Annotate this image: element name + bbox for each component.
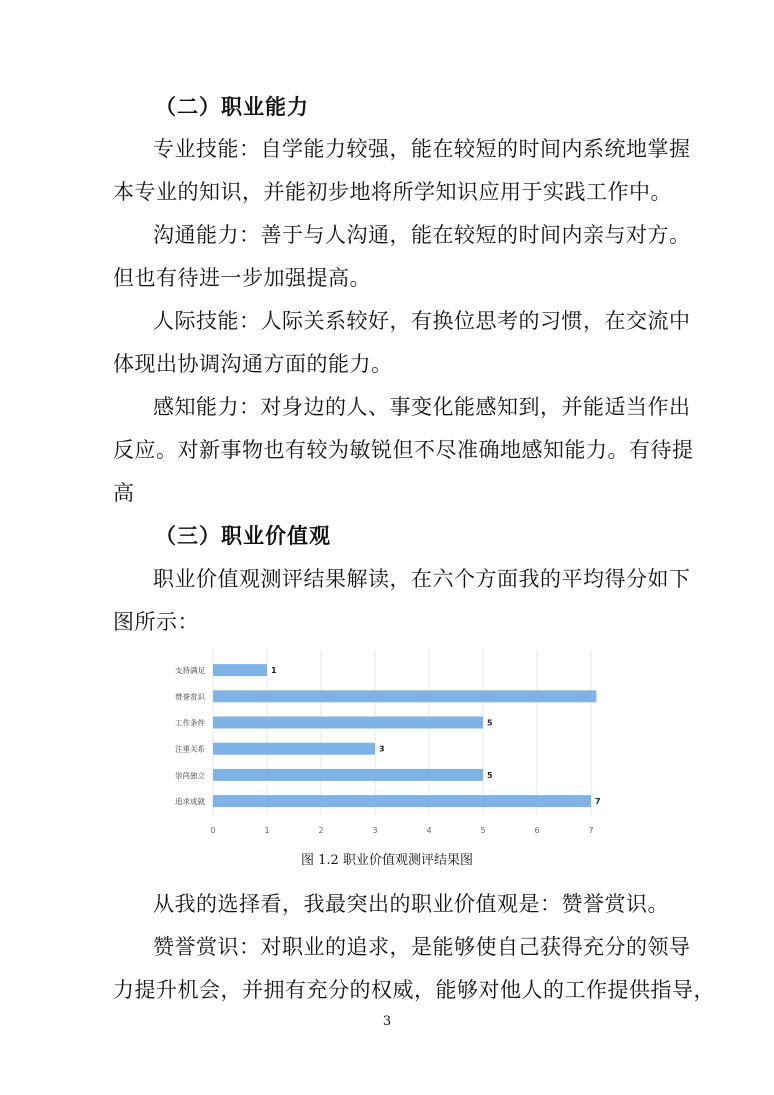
- paragraph-line: 反应。对新事物也有较为敏锐但不尽准确地感知能力。有待提: [113, 438, 694, 462]
- bar: [213, 769, 483, 781]
- category-label: 工作条件: [175, 718, 205, 728]
- paragraph-line: 职业价值观测评结果解读，在六个方面我的平均得分如下: [153, 567, 691, 591]
- paragraph-line: 沟通能力：善于与人沟通，能在较短的时间内亲与对方。: [153, 223, 691, 247]
- paragraph-line: 但也有待进一步加强提高。: [113, 266, 371, 290]
- bar: [213, 664, 267, 676]
- career-values-bar-chart: [150, 650, 620, 835]
- bar: [213, 743, 375, 755]
- x-tick-label: 5: [480, 826, 486, 835]
- x-tick-label: 7: [588, 826, 594, 835]
- paragraph-line: 力提升机会，并拥有充分的权威，能够对他人的工作提供指导，: [113, 978, 715, 1002]
- figure-caption: 图 1.2 职业价值观测评结果图: [301, 853, 473, 868]
- bar: [213, 717, 483, 729]
- data-label: 7: [595, 797, 601, 807]
- data-label: 5: [487, 718, 493, 728]
- paragraph-line: 人际技能：人际关系较好，有换位思考的习惯，在交流中: [153, 309, 691, 333]
- paragraph-line: 图所示：: [113, 610, 199, 634]
- bar: [213, 795, 591, 807]
- x-tick-label: 0: [210, 826, 216, 835]
- section-heading-values: （三）职业价值观: [155, 524, 331, 548]
- paragraph-line: 从我的选择看，我最突出的职业价值观是：赞誉赏识。: [153, 892, 669, 916]
- section-heading-abilities: （二）职业能力: [155, 95, 309, 119]
- paragraph-line: 体现出协调沟通方面的能力。: [113, 352, 393, 376]
- data-label: 1: [271, 666, 277, 676]
- x-tick-label: 6: [534, 826, 540, 835]
- category-label: 注重关系: [175, 744, 205, 754]
- x-tick-label: 2: [318, 826, 324, 835]
- category-label: 支持满足: [175, 666, 205, 676]
- paragraph-line: 专业技能：自学能力较强，能在较短的时间内系统地掌握: [153, 137, 691, 161]
- paragraph-line: 赞誉赏识：对职业的追求，是能够使自己获得充分的领导: [153, 935, 691, 959]
- x-tick-label: 4: [426, 826, 432, 835]
- paragraph-line: 感知能力：对身边的人、事变化能感知到，并能适当作出: [153, 395, 691, 419]
- data-label: 3: [379, 744, 385, 754]
- category-label: 赞誉赏识: [175, 692, 205, 702]
- category-label: 追求成就: [175, 797, 205, 807]
- page-number: 3: [382, 1014, 392, 1029]
- x-tick-label: 1: [264, 826, 270, 835]
- category-label: 崇尚独立: [175, 770, 205, 780]
- x-tick-label: 3: [372, 826, 378, 835]
- paragraph-line: 高: [113, 481, 135, 505]
- data-label: 5: [487, 770, 493, 780]
- paragraph-line: 本专业的知识，并能初步地将所学知识应用于实践工作中。: [113, 180, 672, 204]
- bar: [213, 690, 596, 702]
